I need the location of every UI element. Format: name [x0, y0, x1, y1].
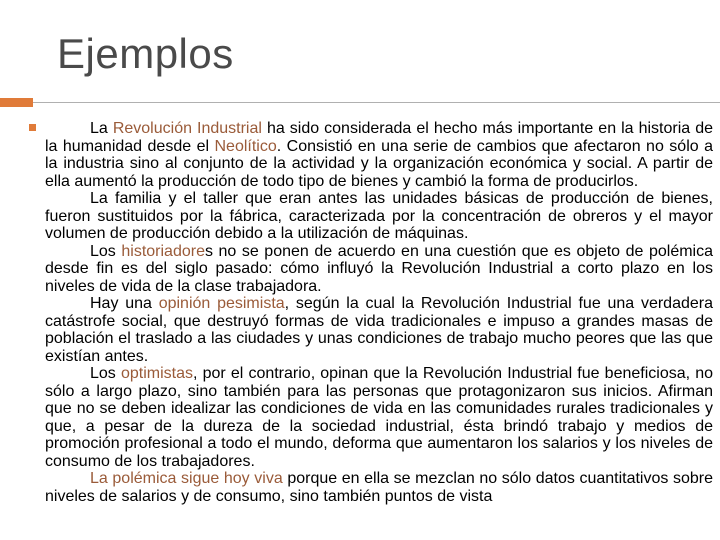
paragraph-3	[45, 243, 713, 296]
text-run: , según la cual la Revolución Industrial fue una verdadera catástrofe social, que destruyó formas de vida tradicionales e impuso a grandes masas de población el traslado a las ciudades y unas condiciones de trabajo mucho peores que las que existían antes.	[45, 295, 714, 365]
text-run: porque en ella se mezclan no sólo datos cuantitativos sobre niveles de salarios y de consumo, sino también puntos de vista	[45, 470, 713, 505]
highlight-revolucion-industrial: Revolución Industrial	[112, 120, 262, 137]
paragraph-1	[45, 120, 713, 190]
title-divider	[33, 102, 720, 103]
text-run: Hay una	[90, 295, 159, 312]
highlight-neolitico: Neolítico	[214, 137, 277, 155]
highlight-opinion-pesimista: opinión pesimista	[158, 295, 285, 312]
paragraph-6	[45, 470, 713, 505]
text-run: . Consistió en una serie de cambios que afectaron no sólo a la industria sino al conjunto de la actividad y la organización económica y social. A partir de ella aumentó la producción de todo tipo de bienes y cambió la forma de producirlos.	[45, 137, 714, 190]
highlight-historiadores: historiadore	[121, 242, 205, 260]
text-run: , por el contrario, opinan que la Revolución Industrial fue beneficiosa, no sólo a largo plazo, sino también para las personas que protagonizaron sus inicios. Afirman que no se deben idealizar las condiciones de vida en las comunidades rurales tradicionales y que, a pesar de la dureza de la sociedad industrial, ésta brindó trabajo y medios de promoción profesional a todo el mundo, deforma que aumentaron los salarios y los niveles de consumo de los trabajadores.	[45, 365, 713, 470]
highlight-optimistas: optimistas	[120, 365, 193, 382]
text-run: Los	[90, 365, 121, 382]
body-text	[45, 120, 713, 505]
bullet-square-icon	[29, 124, 36, 131]
title-accent-bar	[0, 98, 33, 107]
text-run: La familia y el taller que eran antes las unidades básicas de producción de bienes, fueron sustituidos por la fábrica, caracterizada por la concentración de obreros y el mayor volumen de producción debido a la utilización de máquinas.	[45, 190, 713, 242]
paragraph-4	[45, 295, 713, 365]
highlight-polemica: La polémica sigue hoy viva	[90, 470, 283, 487]
paragraph-2	[45, 190, 713, 243]
slide-title: Ejemplos	[57, 30, 234, 77]
text-run: ha sido considerada el hecho más importante en la historia de la humanidad desde el	[45, 120, 713, 155]
text-run: Los	[90, 242, 122, 260]
text-run: s no se ponen de acuerdo en una cuestión que es objeto de polémica desde fin es del siglo pasado: cómo influyó la Revolución Industrial a corto plazo en los niveles de vida de la clase trabajadora.	[45, 242, 713, 295]
paragraph-5	[45, 365, 713, 470]
text-run: La	[90, 120, 113, 137]
